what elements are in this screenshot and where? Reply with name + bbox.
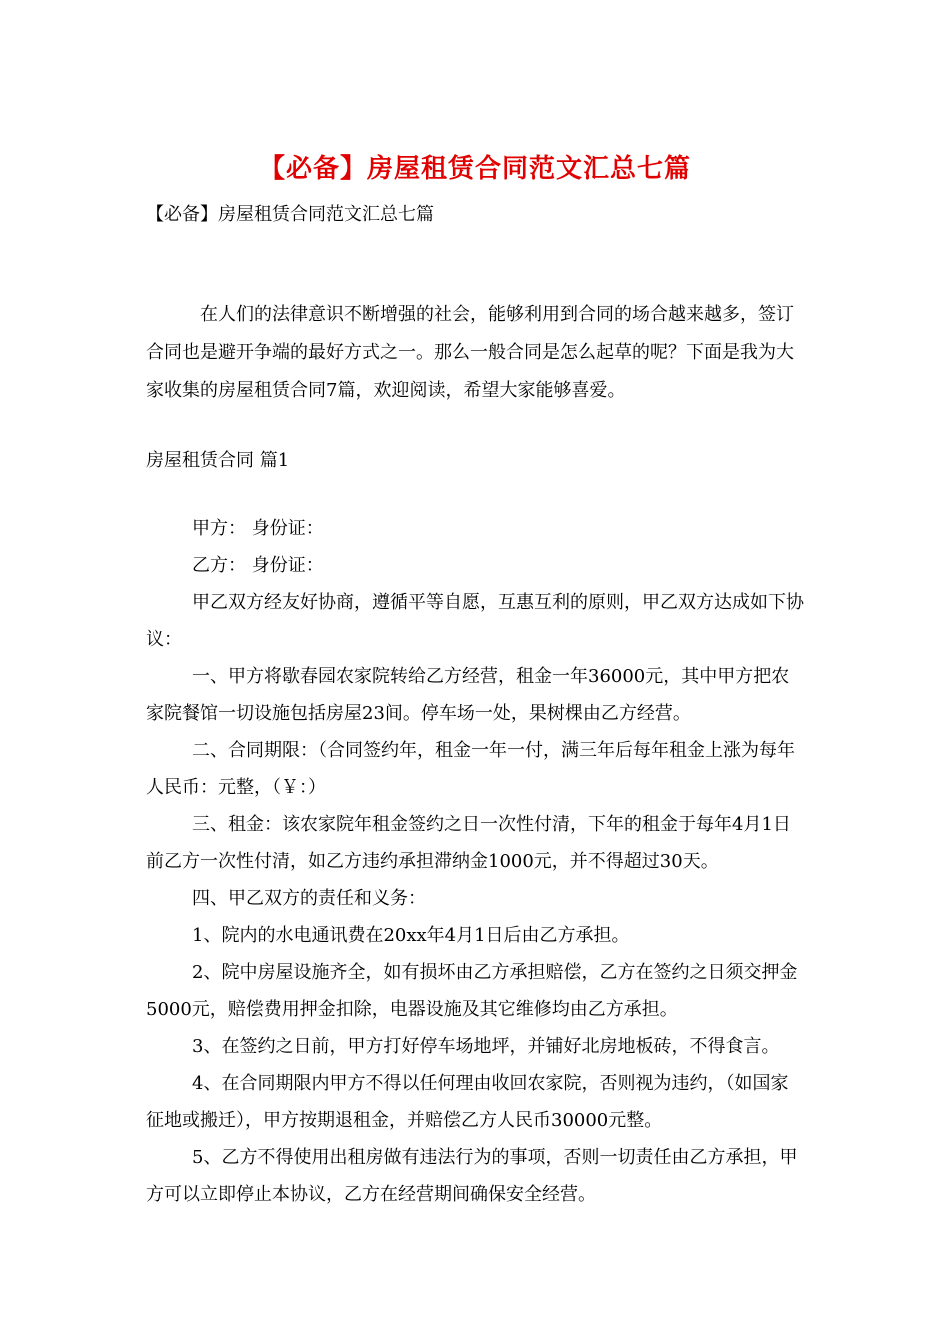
clause-1: 一、甲方将歇春园农家院转给乙方经营，租金一年36000元，其中甲方把农家院餐馆一切设施包括房屋23间。停车场一处，果树棵由乙方经营。 [146,666,790,724]
clause-4-item-5: 5、乙方不得使用出租房做有违法行为的事项，否则一切责任由乙方承担，甲方可以立即停止本协议，乙方在经营期间确保安全经营。 [146,1147,798,1205]
clause-4-item-2: 2、院中房屋设施齐全，如有损坏由乙方承担赔偿，乙方在签约之日须交押金5000元，赔偿费用押金扣除，电器设施及其它维修均由乙方承担。 [146,962,798,1020]
agreement-preamble: 甲乙双方经友好协商，遵循平等自愿，互惠互利的原则，甲乙双方达成如下协议： [146,592,804,650]
clause-4-heading: 四、甲乙双方的责任和义务： [192,888,426,909]
party-a-line: 甲方： 身份证： [192,518,324,539]
document-subtitle: 【必备】房屋租赁合同范文汇总七篇 [146,204,434,225]
clause-2: 二、合同期限：（合同签约年，租金一年一付，满三年后每年租金上涨为每年人民币：元整，（￥：） [146,740,795,798]
section-heading: 房屋租赁合同 篇1 [146,450,290,471]
intro-text: 在人们的法律意识不断增强的社会，能够利用到合同的场合越来越多，签订合同也是避开争端的最好方式之一。那么一般合同是怎么起草的呢？下面是我为大家收集的房屋租赁合同7篇，欢迎阅读，希望大家能够喜爱。 [146,304,794,401]
clause-4-item-1: 1、院内的水电通讯费在20xx年4月1日后由乙方承担。 [192,925,630,946]
clause-4-item-4: 4、在合同期限内甲方不得以任何理由收回农家院，否则视为违约，（如国家征地或搬迁），甲方按期退租金，并赔偿乙方人民币30000元整。 [146,1073,789,1131]
intro-paragraph [146,296,806,410]
contract-clauses [146,510,806,1213]
document-title: 【必备】房屋租赁合同范文汇总七篇 [258,154,691,184]
party-b-line: 乙方： 身份证： [192,555,324,576]
clause-4-item-3: 3、在签约之日前，甲方打好停车场地坪，并铺好北房地板砖，不得食言。 [192,1036,780,1057]
clause-3: 三、租金：该农家院年租金签约之日一次性付清，下年的租金于每年4月1日前乙方一次性付清，如乙方违约承担滞纳金1000元，并不得超过30天。 [146,814,791,872]
